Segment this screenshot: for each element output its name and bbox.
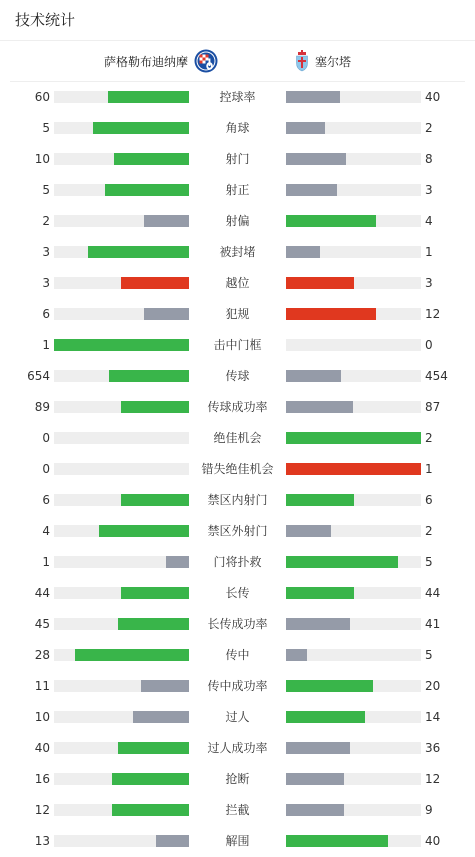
home-value: 12 (34, 803, 50, 817)
away-bar-track (286, 153, 421, 165)
home-bar-fill (88, 246, 189, 258)
home-bar-track (54, 773, 189, 785)
home-value: 5 (42, 121, 50, 135)
stat-label: 射门 (225, 152, 250, 166)
away-bar-fill (286, 91, 340, 103)
away-bar-track (286, 618, 421, 630)
stat-label: 射正 (225, 183, 250, 197)
stat-label: 传中 (225, 648, 250, 662)
home-bar-track (54, 91, 189, 103)
stat-row (0, 330, 475, 361)
away-value: 6 (425, 493, 433, 507)
away-bar-fill (286, 742, 350, 754)
away-value: 5 (425, 648, 433, 662)
home-value: 13 (34, 834, 50, 848)
away-bar-fill (286, 370, 341, 382)
away-team-name: 塞尔塔 (315, 54, 352, 69)
away-bar-fill (286, 308, 376, 320)
away-value: 2 (425, 524, 433, 538)
away-bar-track (286, 556, 421, 568)
stat-row (0, 423, 475, 454)
away-value: 12 (425, 772, 441, 786)
stat-row (0, 175, 475, 206)
stat-row (0, 547, 475, 578)
home-value: 28 (34, 648, 50, 662)
away-value: 44 (425, 586, 441, 600)
away-bar-track (286, 339, 421, 351)
away-value: 40 (425, 90, 441, 104)
away-value: 3 (425, 276, 433, 290)
home-value: 4 (42, 524, 50, 538)
away-bar-fill (286, 494, 354, 506)
away-value: 2 (425, 121, 433, 135)
home-team[interactable] (104, 41, 218, 81)
home-bar-track (54, 618, 189, 630)
home-bar-track (54, 587, 189, 599)
home-bar-track (54, 556, 189, 568)
home-bar-track (54, 277, 189, 289)
away-value: 5 (425, 555, 433, 569)
home-bar-track (54, 432, 189, 444)
away-bar-track (286, 494, 421, 506)
home-bar-fill (144, 215, 189, 227)
stat-label: 被封堵 (219, 245, 256, 259)
away-value: 9 (425, 803, 433, 817)
home-value: 6 (42, 307, 50, 321)
home-bar-fill (156, 835, 189, 847)
away-value: 1 (425, 462, 433, 476)
stat-label: 传球 (225, 369, 250, 383)
home-bar-track (54, 401, 189, 413)
home-value: 654 (27, 369, 50, 383)
home-bar-fill (133, 711, 189, 723)
away-bar-fill (286, 463, 421, 475)
away-bar-fill (286, 153, 346, 165)
home-bar-track (54, 184, 189, 196)
home-value: 3 (42, 276, 50, 290)
stat-row (0, 268, 475, 299)
away-bar-fill (286, 835, 388, 847)
away-value: 2 (425, 431, 433, 445)
home-value: 10 (34, 152, 50, 166)
away-bar-fill (286, 525, 331, 537)
home-value: 5 (42, 183, 50, 197)
home-bar-fill (166, 556, 189, 568)
stat-row (0, 206, 475, 237)
home-bar-fill (108, 91, 189, 103)
home-bar-track (54, 835, 189, 847)
stat-row (0, 609, 475, 640)
stat-label: 越位 (225, 276, 250, 290)
stat-row (0, 671, 475, 702)
away-value: 40 (425, 834, 441, 848)
home-value: 45 (34, 617, 50, 631)
home-bar-track (54, 122, 189, 134)
away-value: 14 (425, 710, 441, 724)
dinamo-zagreb-logo-icon (194, 49, 218, 73)
away-bar-fill (286, 122, 325, 134)
stat-label: 射偏 (225, 214, 250, 228)
stat-row (0, 392, 475, 423)
away-value: 3 (425, 183, 433, 197)
home-team-name: 萨格勒布迪纳摩 (103, 54, 188, 69)
home-bar-fill (121, 277, 189, 289)
away-bar-track (286, 91, 421, 103)
away-bar-fill (286, 432, 421, 444)
home-value: 0 (42, 462, 50, 476)
stat-row (0, 82, 475, 113)
away-bar-track (286, 742, 421, 754)
stat-row (0, 733, 475, 764)
stat-label: 解围 (225, 834, 250, 848)
away-bar-track (286, 680, 421, 692)
away-bar-track (286, 773, 421, 785)
stat-label: 长传 (225, 586, 250, 600)
away-bar-fill (286, 804, 344, 816)
home-value: 2 (42, 214, 50, 228)
away-value: 8 (425, 152, 433, 166)
stat-row (0, 578, 475, 609)
home-bar-fill (121, 587, 189, 599)
stat-label: 传球成功率 (207, 400, 268, 414)
away-bar-fill (286, 711, 365, 723)
home-value: 16 (34, 772, 50, 786)
home-bar-track (54, 804, 189, 816)
stat-label: 过人 (225, 710, 250, 724)
stat-row (0, 361, 475, 392)
away-bar-track (286, 587, 421, 599)
away-bar-fill (286, 680, 373, 692)
stat-label: 拦截 (225, 803, 250, 817)
home-bar-fill (109, 370, 189, 382)
home-value: 10 (34, 710, 50, 724)
home-bar-track (54, 494, 189, 506)
stat-row (0, 237, 475, 268)
away-value: 36 (425, 741, 441, 755)
away-bar-track (286, 649, 421, 661)
home-bar-fill (93, 122, 189, 134)
away-value: 20 (425, 679, 441, 693)
away-bar-track (286, 401, 421, 413)
home-bar-track (54, 680, 189, 692)
home-bar-fill (121, 401, 189, 413)
home-bar-track (54, 153, 189, 165)
home-bar-fill (141, 680, 189, 692)
home-bar-track (54, 370, 189, 382)
stat-label: 过人成功率 (207, 741, 268, 755)
away-bar-track (286, 215, 421, 227)
home-value: 1 (42, 338, 50, 352)
stat-label: 禁区内射门 (207, 493, 268, 507)
away-bar-track (286, 432, 421, 444)
home-bar-track (54, 308, 189, 320)
stat-label: 击中门框 (213, 338, 262, 352)
home-value: 40 (34, 741, 50, 755)
home-bar-track (54, 339, 189, 351)
away-bar-fill (286, 277, 354, 289)
away-value: 0 (425, 338, 433, 352)
stat-row (0, 113, 475, 144)
away-bar-track (286, 308, 421, 320)
away-bar-fill (286, 587, 354, 599)
away-bar-fill (286, 246, 320, 258)
away-bar-track (286, 184, 421, 196)
home-bar-track (54, 742, 189, 754)
away-bar-track (286, 525, 421, 537)
stat-row (0, 516, 475, 547)
away-bar-fill (286, 649, 307, 661)
stat-label: 控球率 (219, 90, 256, 104)
away-bar-track (286, 711, 421, 723)
away-value: 87 (425, 400, 441, 414)
home-value: 89 (34, 400, 50, 414)
stat-row (0, 485, 475, 516)
stat-label: 错失绝佳机会 (201, 462, 274, 476)
home-bar-track (54, 215, 189, 227)
away-value: 12 (425, 307, 441, 321)
stat-row (0, 795, 475, 826)
home-value: 6 (42, 493, 50, 507)
stat-row (0, 764, 475, 795)
home-bar-fill (114, 153, 189, 165)
home-value: 3 (42, 245, 50, 259)
away-bar-track (286, 370, 421, 382)
stat-row (0, 144, 475, 175)
home-bar-fill (112, 804, 189, 816)
page-title: 技术统计 (0, 0, 475, 41)
home-bar-track (54, 463, 189, 475)
away-bar-fill (286, 215, 376, 227)
away-bar-track (286, 277, 421, 289)
home-bar-fill (105, 184, 189, 196)
away-team[interactable] (295, 41, 351, 81)
home-bar-fill (144, 308, 189, 320)
stat-label: 长传成功率 (207, 617, 268, 631)
away-bar-track (286, 835, 421, 847)
away-bar-fill (286, 556, 398, 568)
home-bar-fill (112, 773, 189, 785)
stat-row (0, 826, 475, 857)
stat-row (0, 454, 475, 485)
home-bar-fill (99, 525, 189, 537)
stat-label: 绝佳机会 (213, 431, 262, 445)
away-value: 4 (425, 214, 433, 228)
home-bar-fill (118, 742, 189, 754)
away-bar-track (286, 463, 421, 475)
home-bar-fill (121, 494, 189, 506)
home-bar-track (54, 711, 189, 723)
away-bar-fill (286, 773, 344, 785)
away-bar-track (286, 246, 421, 258)
teams-header (10, 41, 465, 82)
stat-row (0, 299, 475, 330)
stat-label: 角球 (225, 121, 250, 135)
home-bar-fill (54, 339, 189, 351)
home-bar-fill (118, 618, 189, 630)
home-bar-fill (75, 649, 189, 661)
home-value: 11 (34, 679, 50, 693)
stat-label: 抢断 (225, 772, 250, 786)
stat-row (0, 702, 475, 733)
home-bar-track (54, 525, 189, 537)
home-value: 1 (42, 555, 50, 569)
stat-label: 传中成功率 (207, 679, 268, 693)
stat-label: 禁区外射门 (207, 524, 268, 538)
home-value: 60 (34, 90, 50, 104)
home-bar-track (54, 649, 189, 661)
stat-row (0, 640, 475, 671)
away-bar-track (286, 804, 421, 816)
away-bar-fill (286, 618, 350, 630)
away-bar-fill (286, 184, 337, 196)
home-value: 44 (34, 586, 50, 600)
away-value: 454 (425, 369, 448, 383)
away-value: 41 (425, 617, 441, 631)
celta-vigo-logo-icon (295, 50, 309, 72)
stat-label: 犯规 (225, 307, 250, 321)
away-value: 1 (425, 245, 433, 259)
home-value: 0 (42, 431, 50, 445)
away-bar-track (286, 122, 421, 134)
away-bar-fill (286, 401, 353, 413)
stat-label: 门将扑救 (213, 555, 262, 569)
home-bar-track (54, 246, 189, 258)
